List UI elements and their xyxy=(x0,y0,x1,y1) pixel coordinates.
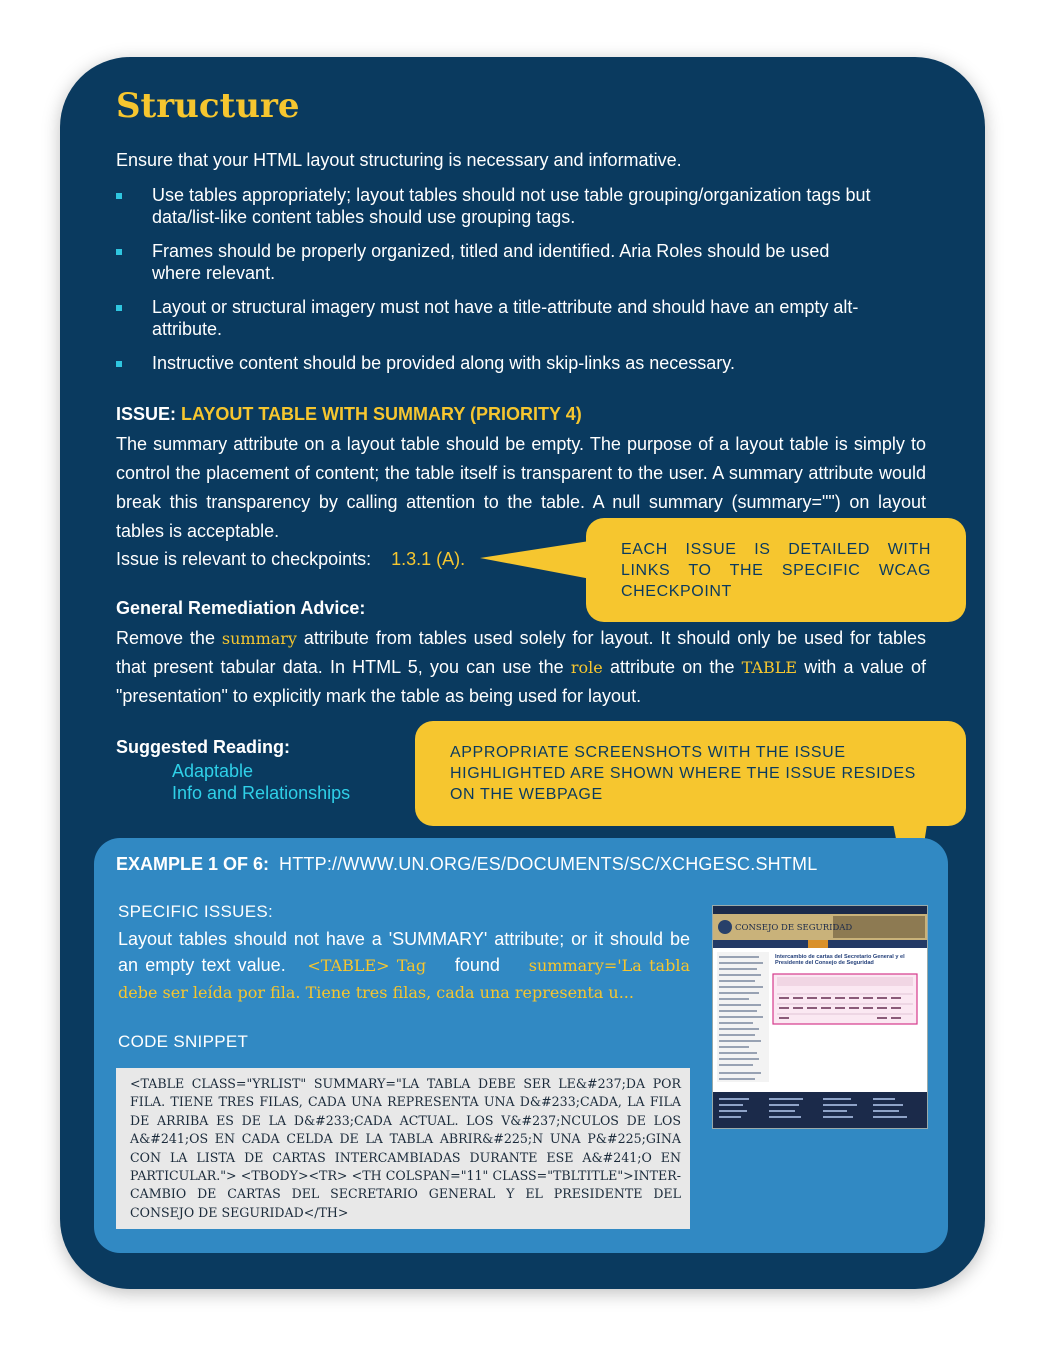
found-value: summary='La tabla debe ser leída por fila. Tiene tres filas, cada una representa u... xyxy=(118,956,690,1002)
guideline-list xyxy=(116,184,876,386)
intro-text: Ensure that your HTML layout structuring is necessary and informative. xyxy=(116,150,682,170)
list-item: Layout or structural imagery must not have a title-attribute and should have an empty alt-attribute. xyxy=(116,296,876,340)
list-item: Frames should be properly organized, titled and identified. Aria Roles should be used where relevant. xyxy=(116,240,876,284)
keyword-role: role xyxy=(570,658,603,677)
checkpoints-line: Issue is relevant to checkpoints: 1.3.1 (A). xyxy=(116,549,466,569)
example-heading: EXAMPLE 1 OF 6: HTTP://WWW.UN.ORG/ES/DOCUMENTS/SC/XCHGESC.SHTML xyxy=(116,854,818,874)
reading-heading: Suggested Reading: xyxy=(116,737,291,757)
bullet-square-icon xyxy=(116,193,122,199)
callout-screenshot: APPROPRIATE SCREENSHOTS WITH THE ISSUE HIGHLIGHTED ARE SHOWN WHERE THE ISSUE RESIDES ON THE WEBPAGE xyxy=(415,721,966,826)
keyword-summary: summary xyxy=(221,629,297,648)
bullet-square-icon xyxy=(116,249,122,255)
keyword-table: TABLE xyxy=(741,658,798,677)
reading-link-adaptable[interactable]: Adaptable xyxy=(172,761,254,781)
page-title: Structure xyxy=(116,86,300,126)
issue-heading: ISSUE: LAYOUT TABLE WITH SUMMARY (PRIORITY 4) xyxy=(116,404,582,424)
list-item: Use tables appropriately; layout tables should not use table grouping/organization tags but data/list-like content tables should use grouping tags. xyxy=(116,184,876,228)
remediation-heading: General Remediation Advice: xyxy=(116,598,366,618)
checkpoint-link[interactable]: 1.3.1 (A). xyxy=(391,549,466,569)
specific-issues-heading: SPECIFIC ISSUES: xyxy=(118,902,274,921)
issue-description: The summary attribute on a layout table should be empty. The purpose of a layout table is simply to control the placement of content; the table itself is transparent to the user. A summary attribute would break this transparency by calling attention to the table. A null summary (summary="") on layout tables is acceptable. xyxy=(116,434,926,541)
reading-links xyxy=(172,760,350,804)
screenshot-banner-title: CONSEJO DE SEGURIDAD xyxy=(735,923,853,933)
remediation-text: Remove the summary attribute from tables used solely for layout. It should only be used for tables that present tabular data. In HTML 5, you can use the role attribute on the TABLE with a value of "presentation" to explicitly mark the table as being used for layout. xyxy=(116,628,926,706)
specific-issues-text: Layout tables should not have a 'SUMMARY' attribute; or it should be an empty text value. <TABLE> Tag found summary='La tabla debe ser leída por fila. Tiene tres filas, cada una representa u... xyxy=(118,929,690,1002)
code-snippet-heading: CODE SNIPPET xyxy=(118,1032,249,1051)
list-item: Instructive content should be provided along with skip-links as necessary. xyxy=(116,352,876,374)
webpage-screenshot xyxy=(712,905,928,1129)
screenshot-graphic xyxy=(713,906,927,1128)
example-url[interactable]: HTTP://WWW.UN.ORG/ES/DOCUMENTS/SC/XCHGESC.SHTML xyxy=(279,854,818,874)
reading-link-info-relationships[interactable]: Info and Relationships xyxy=(172,783,351,803)
code-snippet: <TABLE CLASS="YRLIST" SUMMARY="LA TABLA DEBE SER LE&#237;DA POR FILA. TIENE TRES FILAS, CADA UNA REPRESENTA UNA D&#233;CADA, LA FILA DE ARRIBA ES DE LA D&#233;CADA ACTUAL. LOS V&#237;NCULOS DE LOS A&#241;OS EN CADA CELDA DE LA TABLA ABRIR&#225;N UNA P&#225;GINA CON LA LISTA DE CARTAS INTERCAMBIADAS DURANTE ESE A&#241;O EN PARTICULAR."> <TBODY><TR> <TH COLSPAN="11" CLASS="TBLTITLE">INTER-CAMBIO DE CARTAS DEL SECRETARIO GENERAL Y EL PRESIDENTE DEL CONSEJO DE SEGURIDAD</TH> xyxy=(116,1068,690,1229)
screenshot-heading: Intercambio de cartas del Secretario General y el Presidente del Consejo de Seguridad xyxy=(775,954,905,967)
bullet-square-icon xyxy=(116,305,122,311)
issue-name: LAYOUT TABLE WITH SUMMARY (PRIORITY 4) xyxy=(181,404,582,424)
bullet-square-icon xyxy=(116,361,122,367)
callout-checkpoint: EACH ISSUE IS DETAILED WITH LINKS TO THE SPECIFIC WCAG CHECKPOINT xyxy=(586,518,966,622)
found-tag: <TABLE> Tag xyxy=(307,956,427,975)
